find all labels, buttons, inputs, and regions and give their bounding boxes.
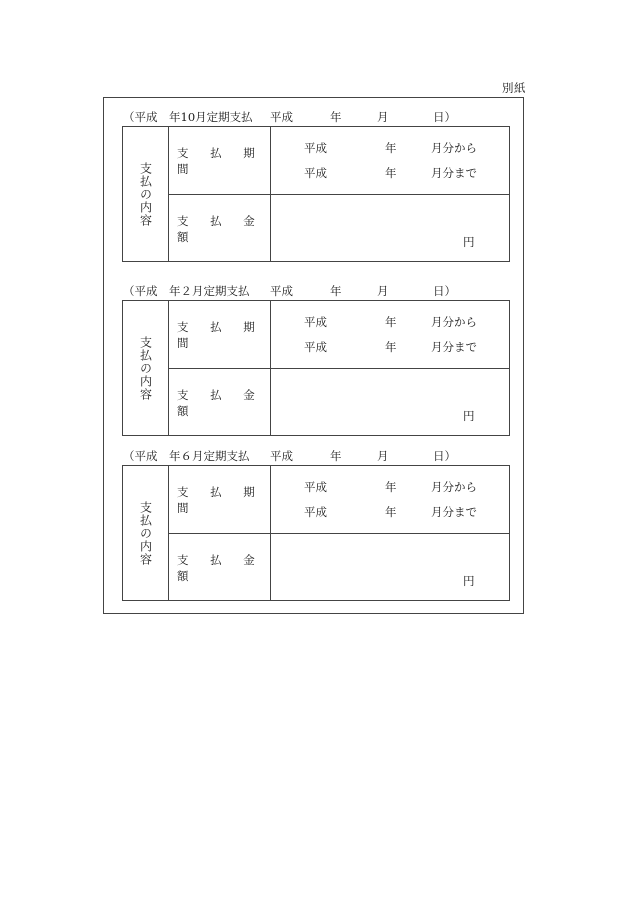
period-to-year: 年: [385, 340, 397, 354]
payment-content-side-label: 支払の内容: [138, 500, 153, 566]
period-from-suffix: 月分から: [431, 480, 477, 494]
period-from-suffix: 月分から: [431, 141, 477, 155]
heading-payment-type: 年２月定期支払: [169, 284, 250, 298]
payment-form-frame: [103, 97, 524, 614]
period-from-era: 平成: [304, 141, 327, 155]
period-from-era: 平成: [304, 315, 327, 329]
period-to-year: 年: [385, 505, 397, 519]
payment-period-label: 支 払 期 間: [177, 484, 264, 515]
currency-yen: 円: [463, 574, 475, 588]
payment-amount-label: 支 払 金 額: [177, 387, 264, 418]
heading-date-era: 平成: [270, 284, 293, 298]
heading-date-year: 年: [330, 449, 342, 463]
payment-content-side-label: 支払の内容: [138, 335, 153, 401]
period-to-year: 年: [385, 166, 397, 180]
heading-date-month: 月: [377, 449, 389, 463]
heading-date-day: 日）: [433, 449, 456, 463]
payment-table: [122, 300, 510, 436]
heading-date-era: 平成: [270, 449, 293, 463]
payment-period-label: 支 払 期 間: [177, 145, 264, 176]
period-from-year: 年: [385, 141, 397, 155]
heading-era-open: （平成: [123, 449, 158, 463]
payment-amount-label: 支 払 金 額: [177, 552, 264, 583]
period-to-era: 平成: [304, 340, 327, 354]
heading-date-day: 日）: [433, 284, 456, 298]
period-from-year: 年: [385, 315, 397, 329]
period-to-era: 平成: [304, 505, 327, 519]
heading-date-month: 月: [377, 284, 389, 298]
heading-date-era: 平成: [270, 110, 293, 124]
currency-yen: 円: [463, 409, 475, 423]
heading-date-day: 日）: [433, 110, 456, 124]
payment-content-side-label: 支払の内容: [138, 161, 153, 227]
period-from-era: 平成: [304, 480, 327, 494]
period-to-suffix: 月分まで: [431, 166, 477, 180]
heading-era-open: （平成: [123, 284, 158, 298]
heading-date-year: 年: [330, 110, 342, 124]
heading-date-year: 年: [330, 284, 342, 298]
heading-payment-type: 年６月定期支払: [169, 449, 250, 463]
period-from-year: 年: [385, 480, 397, 494]
payment-table: [122, 126, 510, 262]
period-from-suffix: 月分から: [431, 315, 477, 329]
period-to-suffix: 月分まで: [431, 340, 477, 354]
heading-date-month: 月: [377, 110, 389, 124]
currency-yen: 円: [463, 235, 475, 249]
period-to-suffix: 月分まで: [431, 505, 477, 519]
payment-period-label: 支 払 期 間: [177, 319, 264, 350]
heading-payment-type: 年10月定期支払: [169, 110, 253, 124]
attachment-label: 別紙: [502, 81, 526, 95]
payment-table: [122, 465, 510, 601]
heading-era-open: （平成: [123, 110, 158, 124]
period-to-era: 平成: [304, 166, 327, 180]
payment-amount-label: 支 払 金 額: [177, 213, 264, 244]
